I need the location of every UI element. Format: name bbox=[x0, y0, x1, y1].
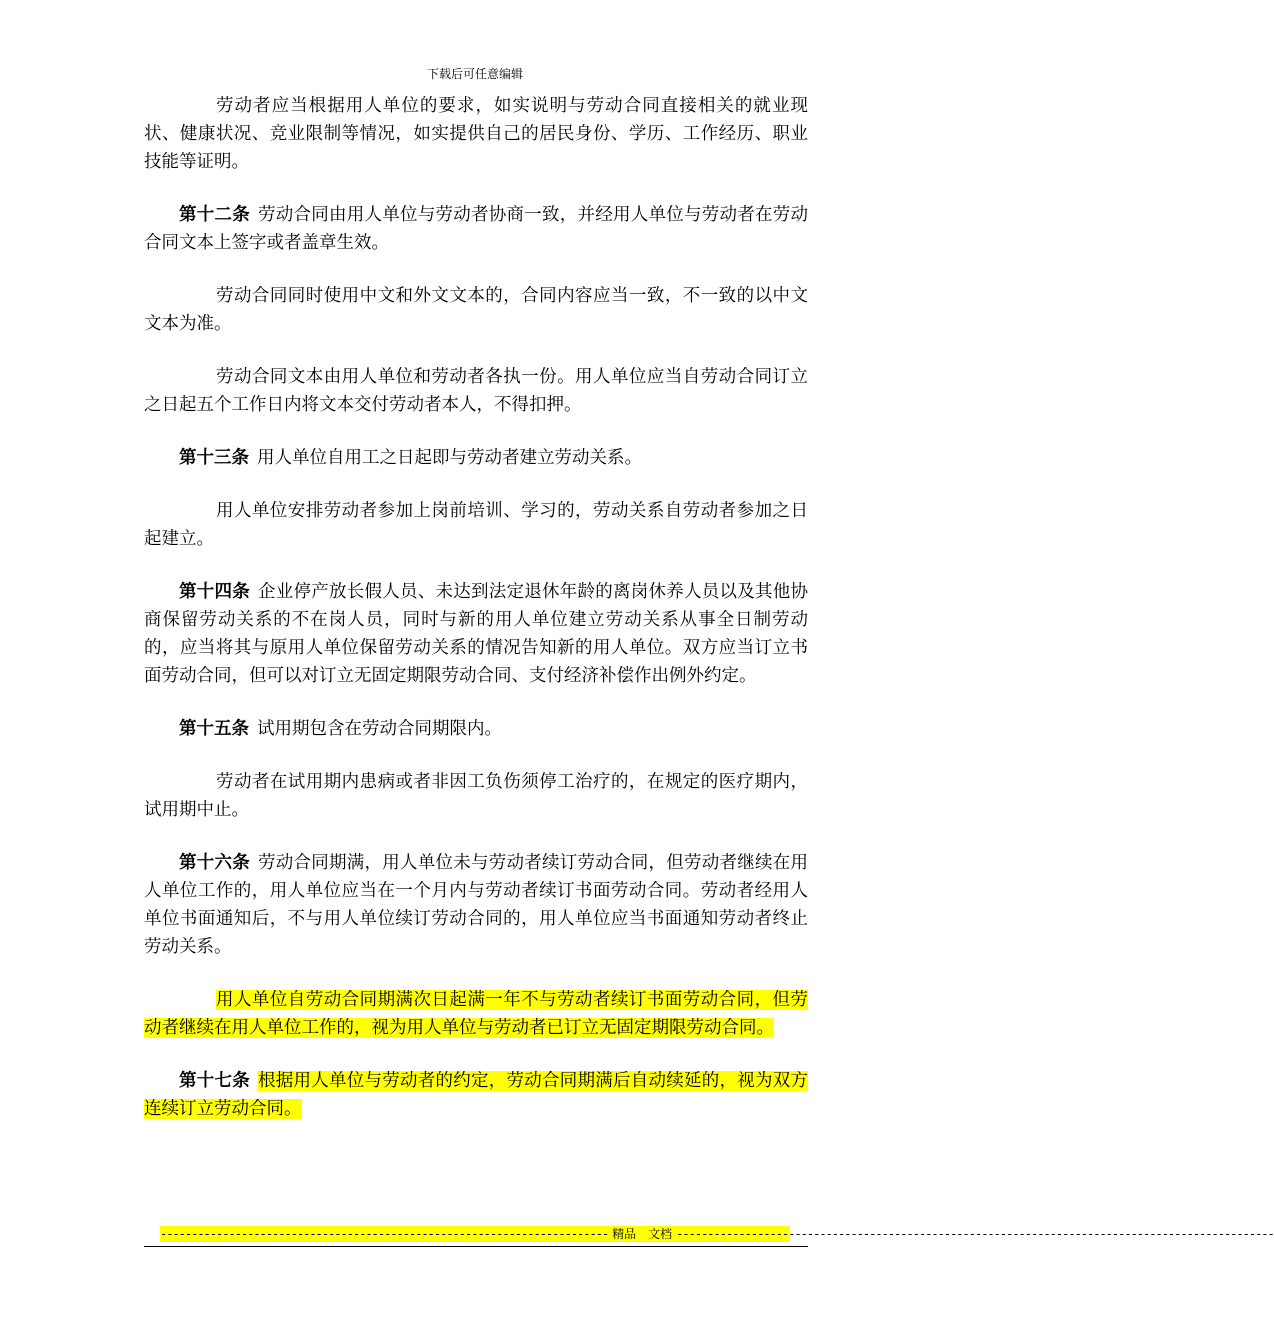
article-number: 第十三条 bbox=[179, 448, 249, 468]
article-12 bbox=[144, 201, 808, 257]
highlighted-text: 用人单位自劳动合同期满次日起满一年不与劳动者续订书面劳动合同，但劳动者继续在用人单位工作的，视为用人单位与劳动者已订立无固定期限劳动合同。 bbox=[144, 990, 808, 1038]
paragraph-text: 劳动合同文本由用人单位和劳动者各执一份。用人单位应当自劳动合同订立之日起五个工作日内将文本交付劳动者本人，不得扣押。 bbox=[144, 367, 808, 415]
paragraph-text: 劳动者应当根据用人单位的要求，如实说明与劳动合同直接相关的就业现状、健康状况、竞业限制等情况，如实提供自己的居民身份、学历、工作经历、职业技能等证明。 bbox=[144, 96, 808, 172]
footer-banner bbox=[160, 1226, 1274, 1242]
article-text: 劳动合同由用人单位与劳动者协商一致，并经用人单位与劳动者在劳动合同文本上签字或者盖章生效。 bbox=[144, 205, 808, 253]
paragraph-text: 用人单位安排劳动者参加上岗前培训、学习的，劳动关系自劳动者参加之日起建立。 bbox=[144, 501, 808, 549]
paragraph-text: 劳动合同同时使用中文和外文文本的，合同内容应当一致，不一致的以中文文本为准。 bbox=[144, 286, 808, 334]
paragraph bbox=[144, 497, 808, 553]
article-text: 企业停产放长假人员、未达到法定退休年龄的离岗休养人员以及其他协商保留劳动关系的不在岗人员，同时与新的用人单位建立劳动关系从事全日制劳动的，应当将其与原用人单位保留劳动关系的情况告知新的用人单位。双方应当订立书面劳动合同，但可以对订立无固定期限劳动合同、支付经济补偿作出例外约定。 bbox=[144, 582, 808, 686]
paragraph-text: 劳动者在试用期内患病或者非因工负伤须停工治疗的，在规定的医疗期内，试用期中止。 bbox=[144, 772, 808, 820]
article-number: 第十七条 bbox=[179, 1071, 250, 1091]
article-number: 第十二条 bbox=[179, 205, 250, 225]
paragraph bbox=[144, 363, 808, 419]
article-number: 第十四条 bbox=[179, 582, 250, 602]
footer-dashes-right: ------------------------------------------------------------------------------------------------ bbox=[676, 1227, 1274, 1241]
page-header: 下载后可任意编辑 bbox=[426, 67, 523, 81]
article-text: 劳动合同期满，用人单位未与劳动者续订劳动合同，但劳动者继续在用人单位工作的，用人单位应当在一个月内与劳动者续订书面劳动合同。劳动者经用人单位书面通知后，不与用人单位续订劳动合同的，用人单位应当书面通知劳动者终止劳动关系。 bbox=[144, 853, 808, 957]
footer-dashes-left: ------------------------------------------------------------------------ bbox=[160, 1227, 609, 1241]
paragraph bbox=[144, 92, 808, 176]
article-13 bbox=[144, 444, 808, 472]
highlighted-paragraph bbox=[144, 986, 808, 1042]
article-text: 试用期包含在劳动合同期限内。 bbox=[257, 719, 502, 739]
highlighted-text: 根据用人单位与劳动者的约定，劳动合同期满后自动续延的，视为双方连续订立劳动合同。 bbox=[144, 1071, 808, 1119]
article-17 bbox=[144, 1067, 808, 1123]
page-footer bbox=[144, 1224, 1274, 1247]
article-number: 第十六条 bbox=[179, 853, 250, 873]
article-16 bbox=[144, 849, 808, 961]
article-14 bbox=[144, 578, 808, 690]
article-15 bbox=[144, 715, 808, 743]
paragraph bbox=[144, 282, 808, 338]
article-text: 用人单位自用工之日起即与劳动者建立劳动关系。 bbox=[257, 448, 642, 468]
document-body bbox=[144, 92, 808, 1148]
paragraph bbox=[144, 768, 808, 824]
article-number: 第十五条 bbox=[179, 719, 249, 739]
footer-label: 精品 文档 bbox=[612, 1227, 673, 1241]
